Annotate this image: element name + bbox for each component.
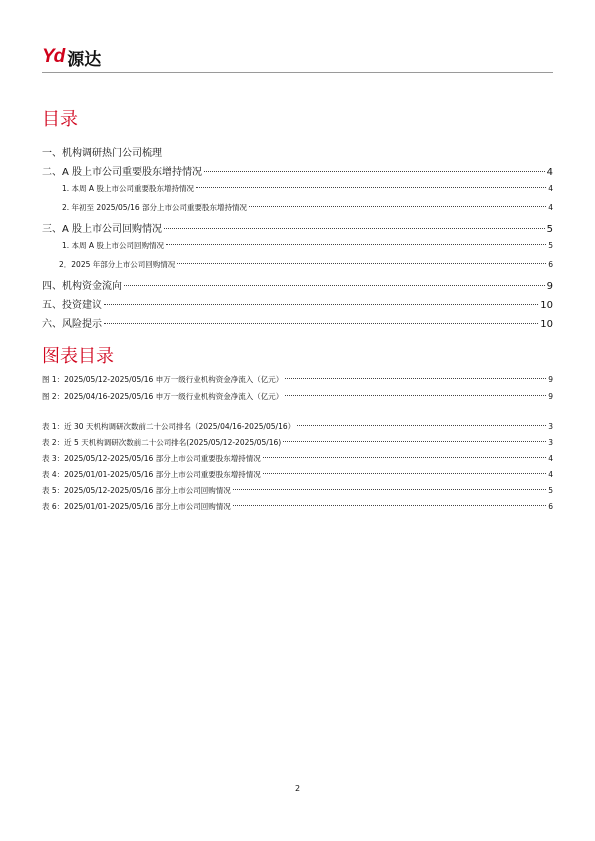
toc-entry-page: 9 <box>546 281 553 292</box>
toc-entry-page: 10 <box>540 319 553 330</box>
toc-entry-text: 二、A 股上市公司重要股东增持情况 <box>42 167 203 178</box>
dot-leader <box>233 505 547 506</box>
toc-entry[interactable] <box>42 296 553 311</box>
toc-entry[interactable] <box>42 220 553 235</box>
table-entry-text: 表 3：2025/05/12-2025/05/16 部分上市公司重要股东增持情况 <box>42 454 261 463</box>
table-entry-text: 表 4：2025/01/01-2025/05/16 部分上市公司重要股东增持情况 <box>42 470 261 479</box>
dot-leader <box>164 228 545 229</box>
toc-entry-text: 四、机构资金流向 <box>42 281 122 292</box>
table-entry-page: 5 <box>548 486 553 495</box>
toc-entry-page: 5 <box>548 241 553 250</box>
figure-entry[interactable] <box>42 374 553 385</box>
table-entry[interactable] <box>42 453 553 464</box>
logo-mark: Yd <box>42 46 65 67</box>
toc-entry-text: 2．2025 年部分上市公司回购情况 <box>59 260 176 269</box>
table-entry-page: 3 <box>548 438 553 447</box>
dot-leader <box>297 425 546 426</box>
toc-entry-text: 三、A 股上市公司回购情况 <box>42 224 163 235</box>
toc-entry-text: 五、投资建议 <box>42 300 102 311</box>
toc-entry[interactable] <box>42 277 553 292</box>
toc-entry[interactable] <box>42 315 553 330</box>
dot-leader <box>196 187 546 188</box>
toc-entry-page: 10 <box>540 300 553 311</box>
dot-leader <box>177 263 546 264</box>
dot-leader <box>104 323 538 324</box>
dot-leader <box>233 489 547 490</box>
table-entry-text: 表 5：2025/05/12-2025/05/16 部分上市公司回购情况 <box>42 486 231 495</box>
figure-entry-text: 图 1：2025/05/12-2025/05/16 申万一级行业机构资金净流入（亿元） <box>42 375 284 384</box>
toc-entry[interactable] <box>42 240 553 251</box>
figure-entry-page: 9 <box>548 375 553 384</box>
figure-list-title: 图表目录 <box>42 346 114 367</box>
table-entry[interactable] <box>42 421 553 432</box>
toc-entry[interactable] <box>42 163 553 178</box>
toc-entry-page: 4 <box>548 203 553 212</box>
toc-entry-text: 六、风险提示 <box>42 319 102 330</box>
toc-entry-page: 5 <box>546 224 553 235</box>
dot-leader <box>204 171 545 172</box>
header-logo <box>42 44 101 70</box>
toc-entry-page: 4 <box>546 167 553 178</box>
dot-leader <box>283 441 546 442</box>
table-entry[interactable] <box>42 469 553 480</box>
dot-leader <box>263 473 547 474</box>
toc-entry-text: 1. 本周 A 股上市公司回购情况 <box>62 241 164 250</box>
toc-entry-page: 6 <box>548 260 553 269</box>
toc-entry-text: 1. 本周 A 股上市公司重要股东增持情况 <box>62 184 194 193</box>
dot-leader <box>166 244 546 245</box>
header-divider <box>42 72 553 73</box>
table-entry-text: 表 1：近 30 天机构调研次数前二十公司排名（2025/04/16-2025/05/16） <box>42 422 296 431</box>
table-entry-page: 3 <box>548 422 553 431</box>
table-entry[interactable] <box>42 437 553 448</box>
figure-entry-text: 图 2：2025/04/16-2025/05/16 申万一级行业机构资金净流入（亿元） <box>42 392 284 401</box>
toc-entry[interactable] <box>42 259 553 270</box>
toc-entry-page: 4 <box>548 184 553 193</box>
table-entry-text: 表 6：2025/01/01-2025/05/16 部分上市公司回购情况 <box>42 502 231 511</box>
toc-entry[interactable] <box>42 144 553 159</box>
table-entry[interactable] <box>42 501 553 512</box>
table-entry-page: 4 <box>548 454 553 463</box>
dot-leader <box>285 378 546 379</box>
toc-entry[interactable] <box>42 202 553 213</box>
dot-leader <box>263 457 547 458</box>
toc-entry[interactable] <box>42 183 553 194</box>
table-entry[interactable] <box>42 485 553 496</box>
figure-entry[interactable] <box>42 391 553 402</box>
page-number: 2 <box>294 784 301 793</box>
table-entry-page: 4 <box>548 470 553 479</box>
dot-leader <box>104 304 538 305</box>
dot-leader <box>285 395 546 396</box>
dot-leader <box>124 285 545 286</box>
table-entry-page: 6 <box>548 502 553 511</box>
toc-title: 目录 <box>42 109 78 130</box>
toc-entry-text: 2. 年初至 2025/05/16 部分上市公司重要股东增持情况 <box>62 203 248 212</box>
dot-leader <box>249 206 546 207</box>
toc-entry-text: 一、机构调研热门公司梳理 <box>42 148 162 159</box>
table-entry-text: 表 2：近 5 天机构调研次数前二十公司排名(2025/05/12-2025/05/16) <box>42 438 282 447</box>
logo-text: 源达 <box>67 49 102 70</box>
figure-entry-page: 9 <box>548 392 553 401</box>
